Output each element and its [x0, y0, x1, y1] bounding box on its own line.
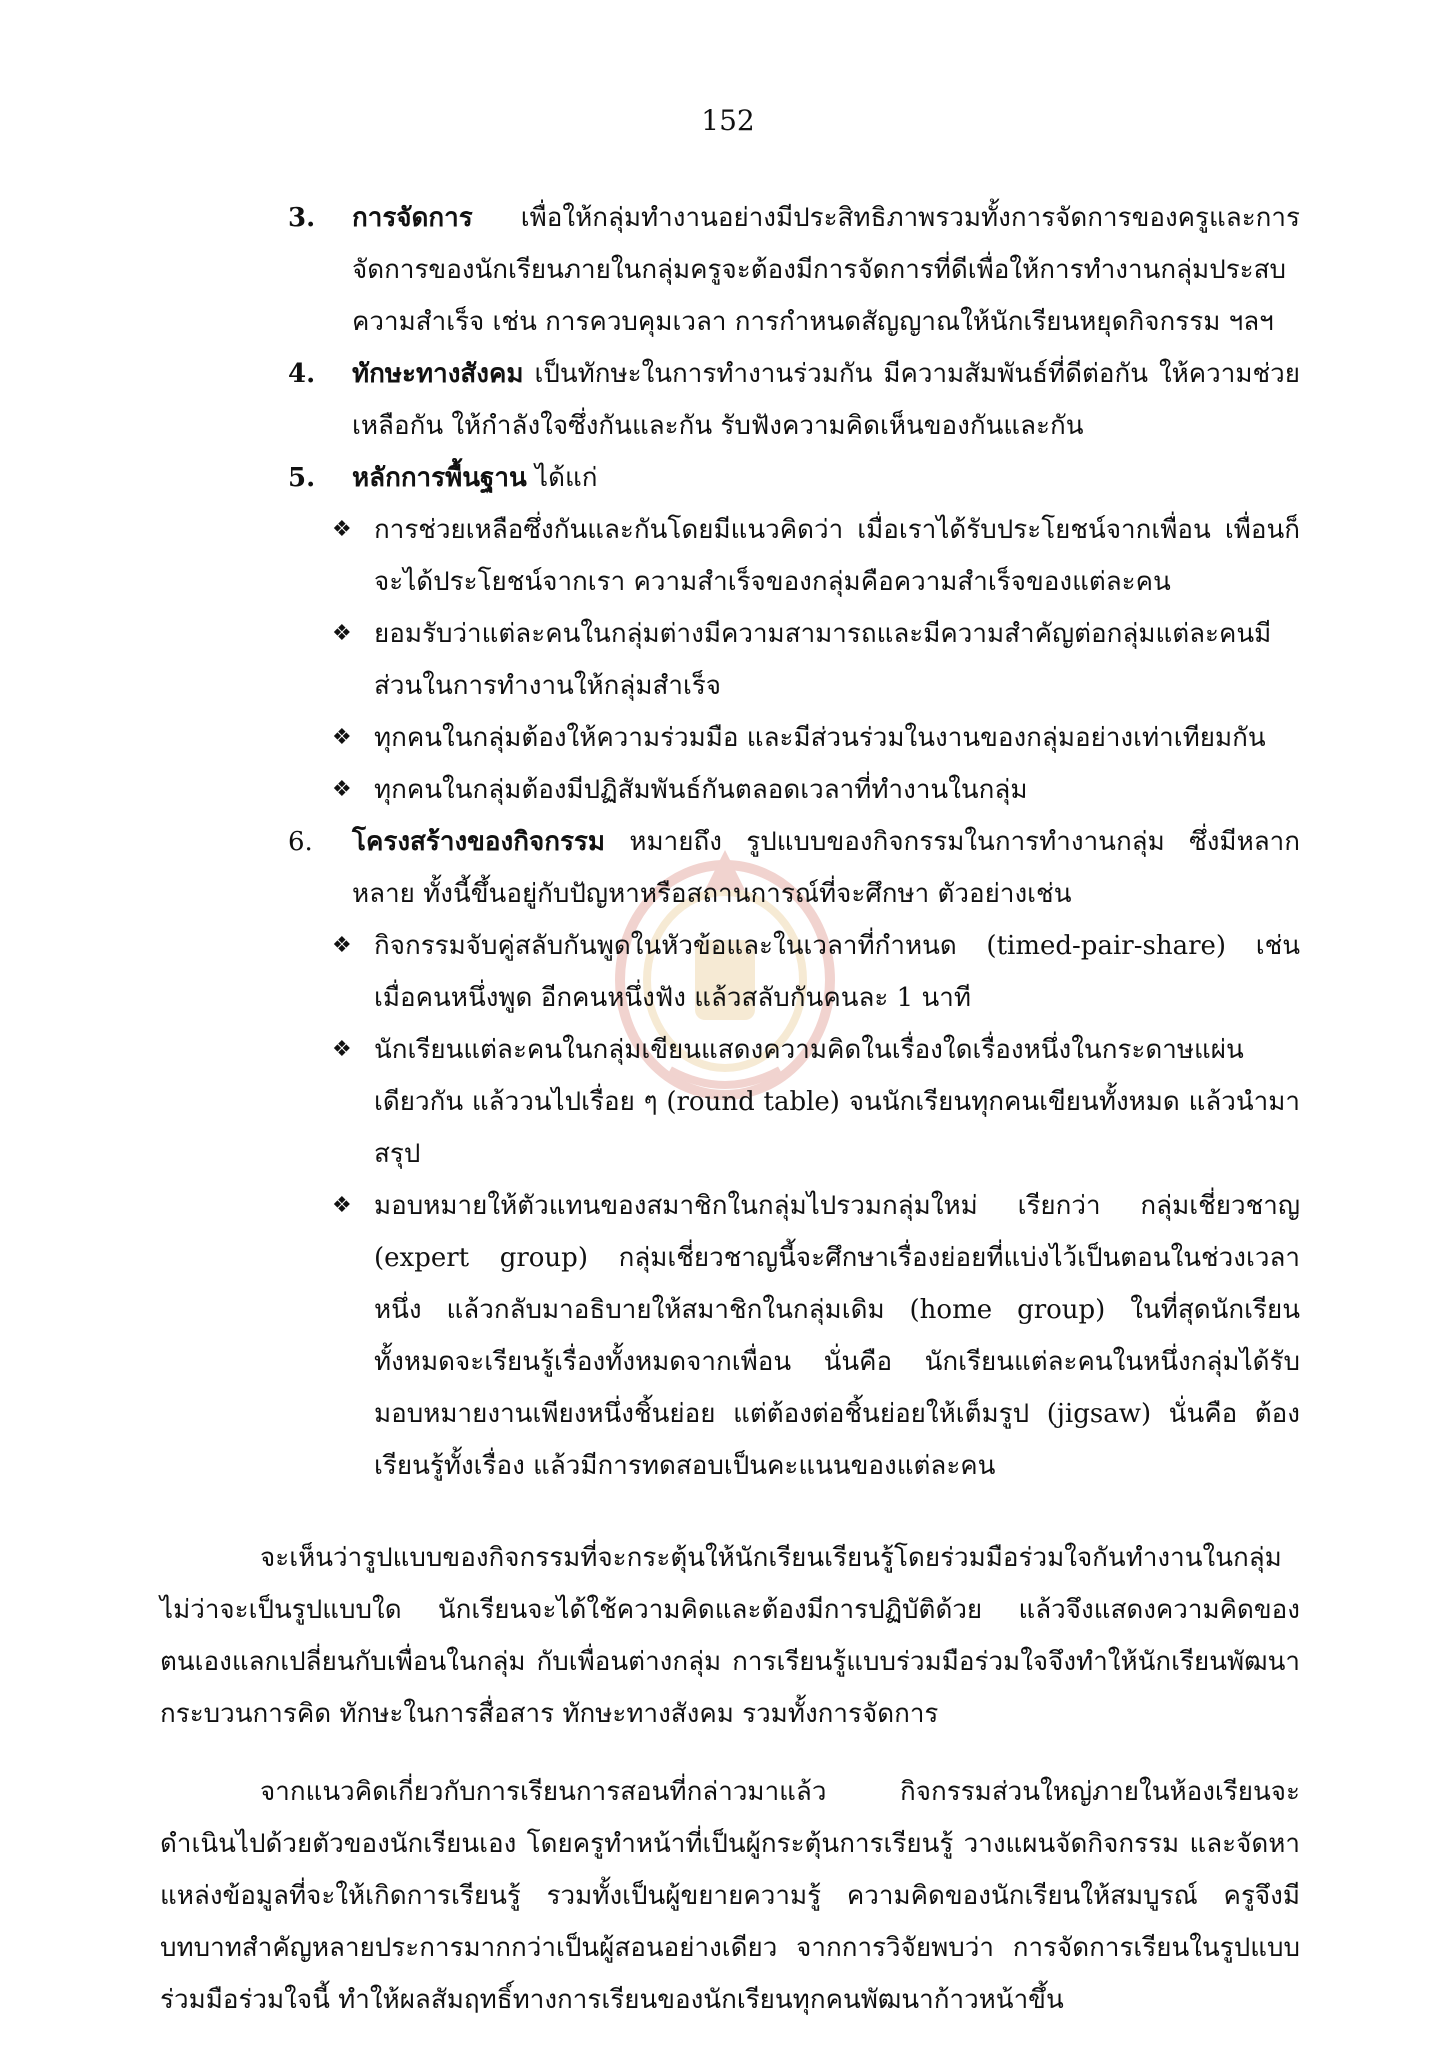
- principle-text: ยอมรับว่าแต่ละคนในกลุ่มต่างมีความสามารถและมีความสำคัญต่อกลุ่มแต่ละคนมีส่วนในการทำงานให้กลุ่มสำเร็จ: [374, 619, 1272, 701]
- activity-item: [332, 1024, 1300, 1180]
- diamond-bullet-icon: ❖: [332, 517, 352, 542]
- diamond-bullet-icon: ❖: [332, 1193, 352, 1218]
- activity-item: [332, 920, 1300, 1024]
- body-paragraph: จากแนวคิดเกี่ยวกับการเรียนการสอนที่กล่าวมาแล้ว กิจกรรมส่วนใหญ่ภายในห้องเรียนจะดำเนินไปด้วยตัวของนักเรียนเอง โดยครูทำหน้าที่เป็นผู้กระตุ้นการเรียนรู้ วางแผนจัดกิจกรรม และจัดหาแหล่งข้อมูลที่จะให้เกิดการเรียนรู้ รวมทั้งเป็นผู้ขยายความรู้ ความคิดของนักเรียนให้สมบูรณ์ ครูจึงมีบทบาทสำคัญหลายประการมากกว่าเป็นผู้สอนอย่างเดียว จากการวิจัยพบว่า การจัดการเรียนในรูปแบบร่วมมือร่วมใจนี้ ทำให้ผลสัมฤทธิ์ทางการเรียนของนักเรียนทุกคนพัฒนาก้าวหน้าขึ้น: [160, 1777, 1300, 2015]
- principle-item: [332, 712, 1300, 764]
- diamond-bullet-icon: ❖: [332, 777, 352, 802]
- principle-item: [332, 764, 1300, 816]
- section-number: 6.: [288, 827, 313, 857]
- body-paragraph: จะเห็นว่ารูปแบบของกิจกรรมที่จะกระตุ้นให้นักเรียนเรียนรู้โดยร่วมมือร่วมใจกันทำงานในกลุ่ม ไม่ว่าจะเป็นรูปแบบใด นักเรียนจะได้ใช้ความคิดและต้องมีการปฏิบัติด้วย แล้วจึงแสดงความคิดของตนเองแลกเปลี่ยนกับเพื่อนในกลุ่ม กับเพื่อนต่างกลุ่ม การเรียนรู้แบบร่วมมือร่วมใจจึงทำให้นักเรียนพัฒนากระบวนการคิด ทักษะในการสื่อสาร ทักษะทางสังคม รวมทั้งการจัดการ: [160, 1543, 1300, 1729]
- section-number: 4.: [288, 359, 316, 389]
- principle-text: ทุกคนในกลุ่มต้องให้ความร่วมมือ และมีส่วนร่วมในงานของกลุ่มอย่างเท่าเทียมกัน: [374, 723, 1266, 753]
- principle-item: [332, 504, 1300, 608]
- page-number: 152: [701, 104, 755, 137]
- section-text: หมายถึง รูปแบบของกิจกรรมในการทำงานกลุ่ม ซึ่งมีหลากหลาย ทั้งนี้ขึ้นอยู่กับปัญหาหรือสถานการณ์ที่จะศึกษา ตัวอย่างเช่น: [352, 827, 1300, 909]
- section-title: โครงสร้างของกิจกรรม: [352, 827, 606, 857]
- section-title: การจัดการ: [352, 203, 473, 233]
- section-title: ทักษะทางสังคม: [352, 359, 524, 389]
- section-4: [288, 348, 1300, 452]
- section-5: [288, 452, 1300, 504]
- activity-item: [332, 1180, 1300, 1492]
- document-body: [160, 192, 1300, 2052]
- section-6: [288, 816, 1300, 920]
- activity-text: มอบหมายให้ตัวแทนของสมาชิกในกลุ่มไปรวมกลุ่มใหม่ เรียกว่า กลุ่มเชี่ยวชาญ (expert group) กลุ่มเชี่ยวชาญนี้จะศึกษาเรื่องย่อยที่แบ่งไว้เป็นตอนในช่วงเวลาหนึ่ง แล้วกลับมาอธิบายให้สมาชิกในกลุ่มเดิม (home group) ในที่สุดนักเรียนทั้งหมดจะเรียนรู้เรื่องทั้งหมดจากเพื่อน นั่นคือ นักเรียนแต่ละคนในหนึ่งกลุ่มได้รับมอบหมายงานเพียงหนึ่งชิ้นย่อย แต่ต้องต่อชิ้นย่อยให้เต็มรูป (jigsaw) นั่นคือ ต้องเรียนรู้ทั้งเรื่อง แล้วมีการทดสอบเป็นคะแนนของแต่ละคน: [374, 1191, 1300, 1481]
- principle-text: การช่วยเหลือซึ่งกันและกันโดยมีแนวคิดว่า เมื่อเราได้รับประโยชน์จากเพื่อน เพื่อนก็จะได้ประโยชน์จากเรา ความสำเร็จของกลุ่มคือความสำเร็จของแต่ละคน: [374, 515, 1300, 597]
- diamond-bullet-icon: ❖: [332, 725, 352, 750]
- section-3: [288, 192, 1300, 348]
- section-number: 3.: [288, 203, 316, 233]
- diamond-bullet-icon: ❖: [332, 1037, 352, 1062]
- activity-text: นักเรียนแต่ละคนในกลุ่มเขียนแสดงความคิดในเรื่องใดเรื่องหนึ่งในกระดาษแผ่นเดียวกัน แล้ววนไปเรื่อย ๆ (round table) จนนักเรียนทุกคนเขียนทั้งหมด แล้วนำมาสรุป: [374, 1035, 1300, 1169]
- section-text: เพื่อให้กลุ่มทำงานอย่างมีประสิทธิภาพรวมทั้งการจัดการของครูและการจัดการของนักเรียนภายในกลุ่มครูจะต้องมีการจัดการที่ดีเพื่อให้การทำงานกลุ่มประสบความสำเร็จ เช่น การควบคุมเวลา การกำหนดสัญญาณให้นักเรียนหยุดกิจกรรม ฯลฯ: [352, 203, 1300, 337]
- diamond-bullet-icon: ❖: [332, 621, 352, 646]
- section-number: 5.: [288, 463, 316, 493]
- section-text: ได้แก่: [526, 463, 598, 493]
- principle-text: ทุกคนในกลุ่มต้องมีปฏิสัมพันธ์กันตลอดเวลาที่ทำงานในกลุ่ม: [374, 775, 1028, 805]
- diamond-bullet-icon: ❖: [332, 933, 352, 958]
- activity-text: กิจกรรมจับคู่สลับกันพูดในหัวข้อและในเวลาที่กำหนด (timed-pair-share) เช่น เมื่อคนหนึ่งพูด อีกคนหนึ่งฟัง แล้วสลับกันคนละ 1 นาที: [374, 931, 1300, 1013]
- principle-item: [332, 608, 1300, 712]
- section-text: เป็นทักษะในการทำงานร่วมกัน มีความสัมพันธ์ที่ดีต่อกัน ให้ความช่วยเหลือกัน ให้กำลังใจซึ่งกันและกัน รับฟังความคิดเห็นของกันและกัน: [352, 359, 1300, 441]
- section-title: หลักการพื้นฐาน: [352, 463, 527, 493]
